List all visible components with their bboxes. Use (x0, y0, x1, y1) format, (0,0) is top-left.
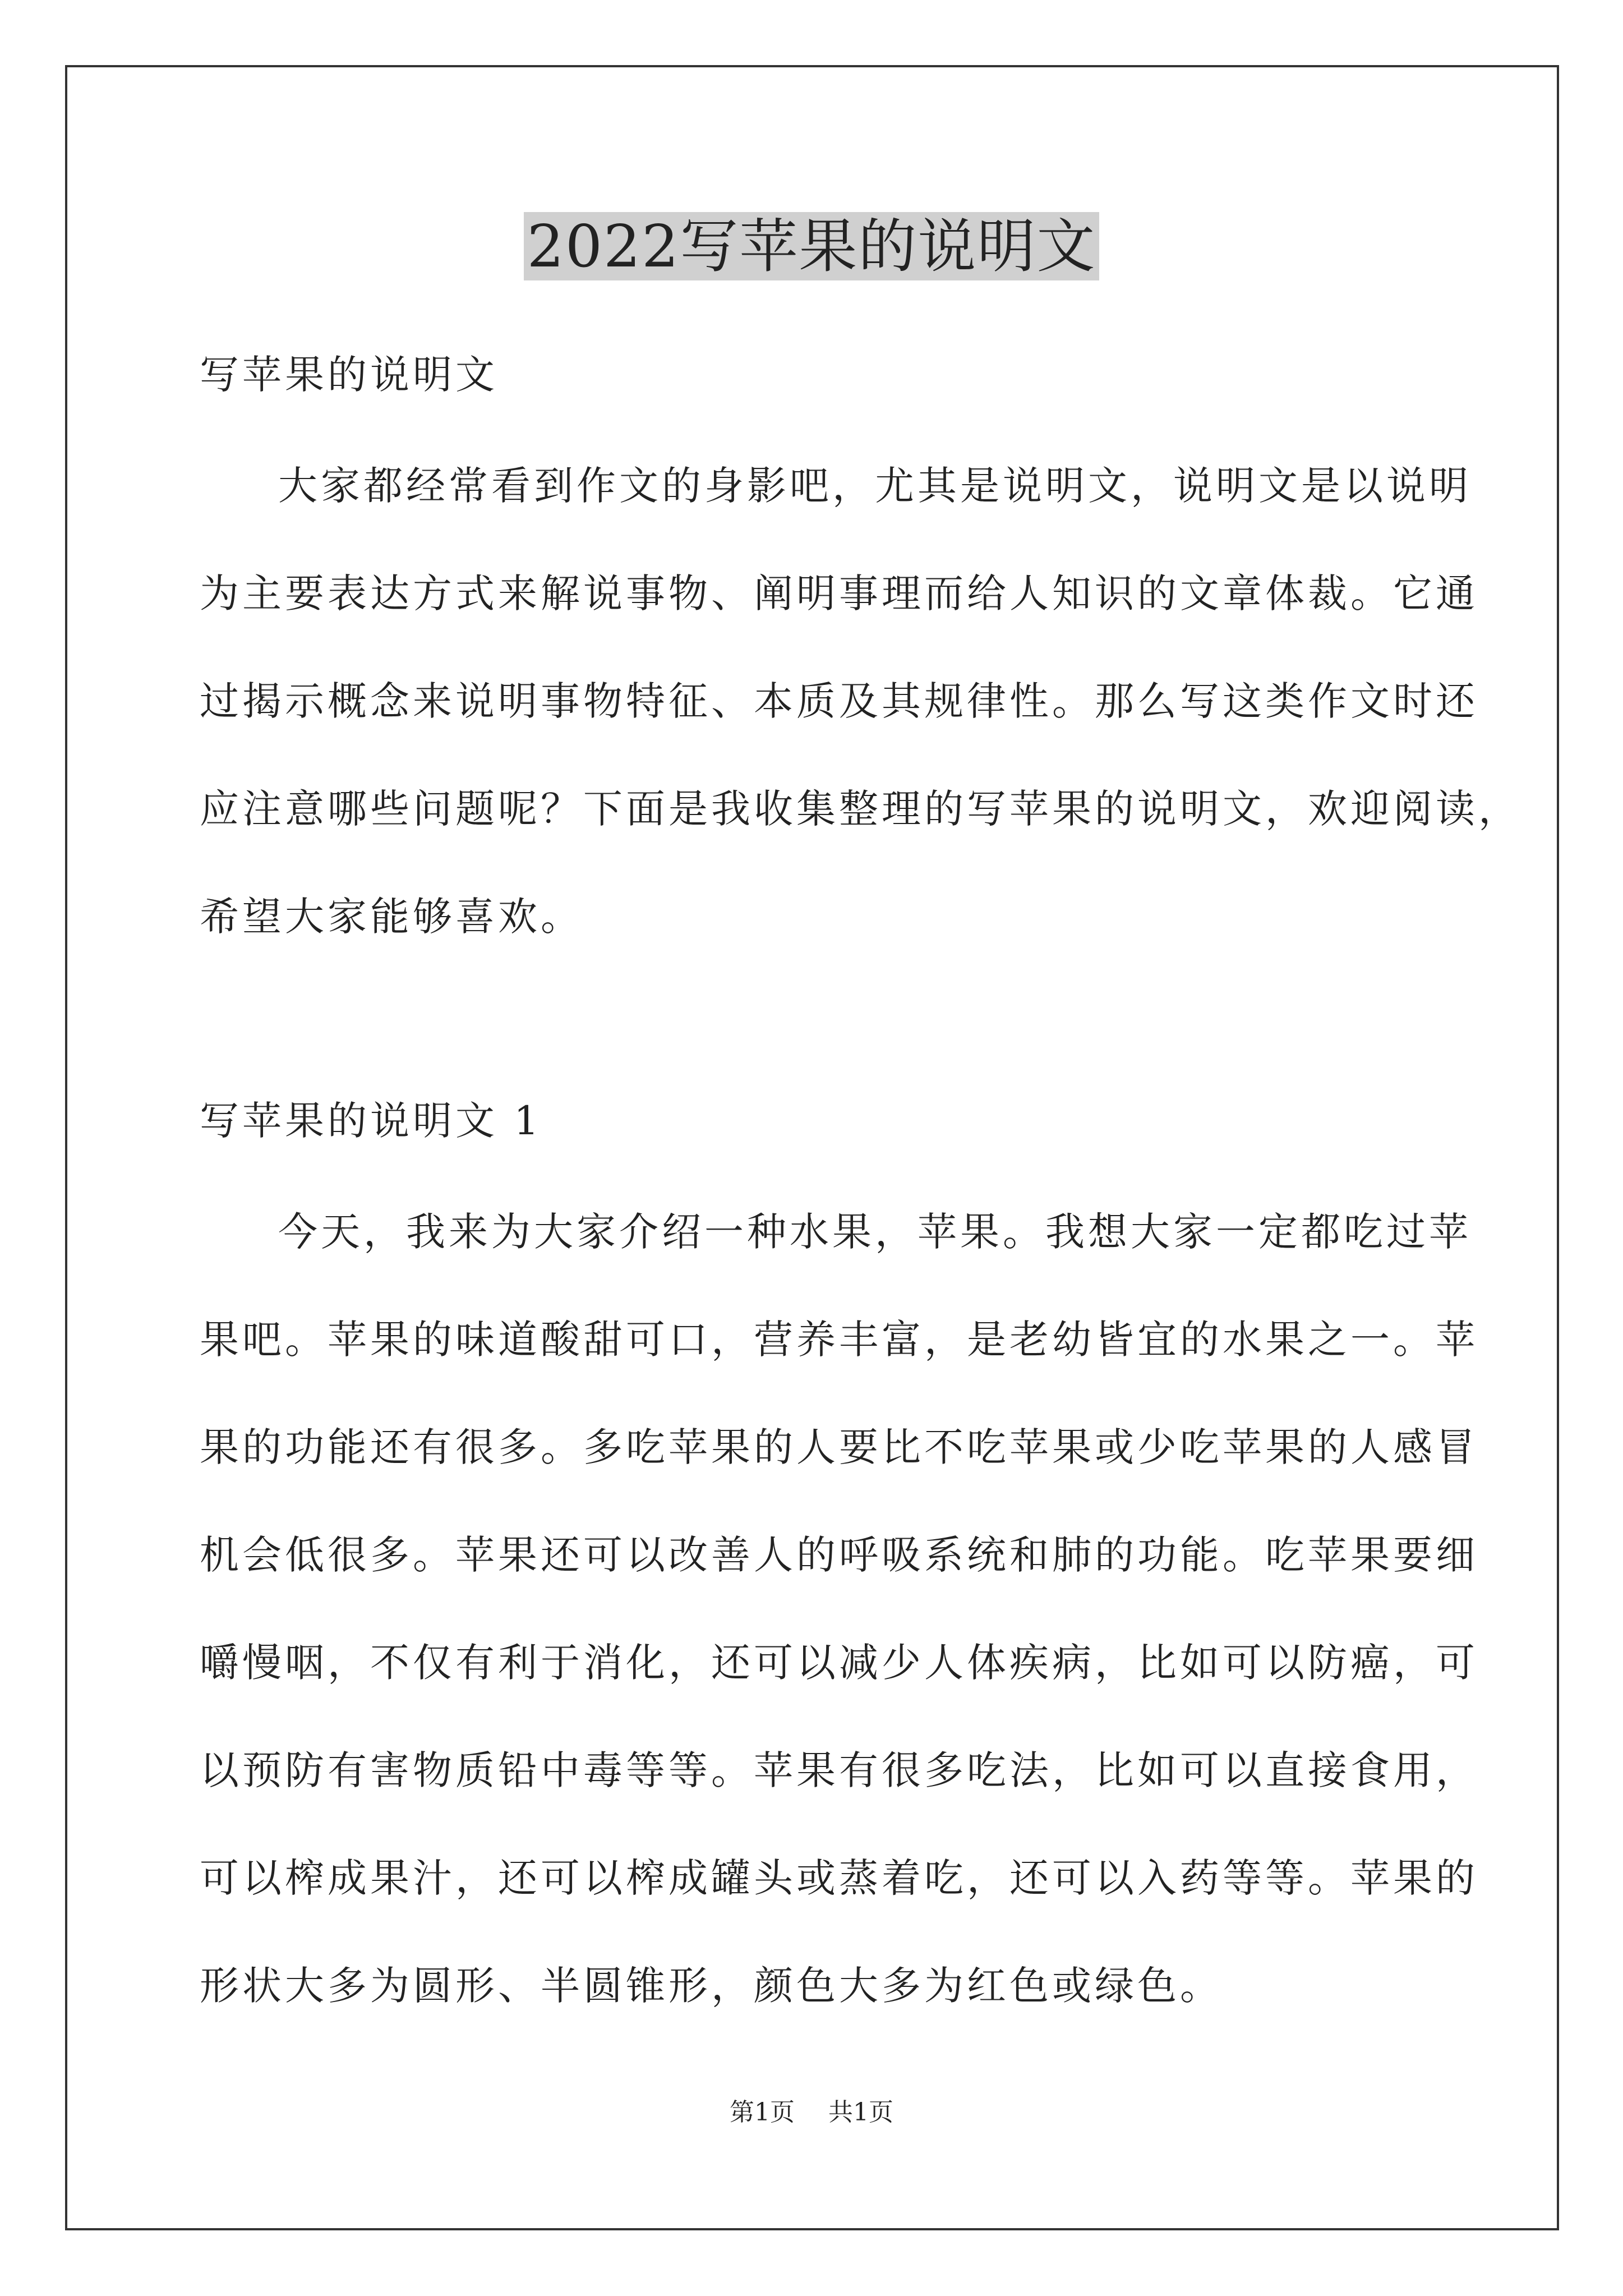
body-line: 机会低很多。苹果还可以改善人的呼吸系统和肺的功能。吃苹果要细 (200, 1532, 1478, 1578)
intro-line: 过揭示概念来说明事物特征、本质及其规律性。那么写这类作文时还 (200, 678, 1478, 724)
intro-line: 大家都经常看到作文的身影吧，尤其是说明文，说明文是以说明 (278, 463, 1472, 509)
intro-line: 希望大家能够喜欢。 (200, 894, 583, 940)
section-heading: 写苹果的说明文 1 (200, 1098, 542, 1144)
body-line: 可以榨成果汁，还可以榨成罐头或蒸着吃，还可以入药等等。苹果的 (200, 1855, 1478, 1901)
page-footer (0, 2096, 1623, 2129)
body-line: 果吧。苹果的味道酸甜可口，营养丰富，是老幼皆宜的水果之一。苹 (200, 1317, 1478, 1363)
body-line: 以预防有害物质铅中毒等等。苹果有很多吃法，比如可以直接食用， (200, 1747, 1478, 1793)
page-number: 第1页 (730, 2098, 795, 2127)
page-total: 共1页 (828, 2098, 893, 2127)
body-line: 形状大多为圆形、半圆锥形，颜色大多为红色或绿色。 (200, 1963, 1223, 2009)
body-line: 嚼慢咽，不仅有利于消化，还可以减少人体疾病，比如可以防癌，可 (200, 1640, 1478, 1686)
section-heading: 写苹果的说明文 (200, 352, 498, 398)
document-title-text: 2022写苹果的说明文 (524, 212, 1100, 280)
body-line: 果的功能还有很多。多吃苹果的人要比不吃苹果或少吃苹果的人感冒 (200, 1424, 1478, 1470)
intro-line: 为主要表达方式来解说事物、阐明事理而给人知识的文章体裁。它通 (200, 570, 1478, 616)
body-line: 今天，我来为大家介绍一种水果，苹果。我想大家一定都吃过苹 (278, 1209, 1472, 1255)
intro-line: 应注意哪些问题呢？下面是我收集整理的写苹果的说明文，欢迎阅读， (200, 786, 1521, 832)
document-title (0, 210, 1623, 283)
